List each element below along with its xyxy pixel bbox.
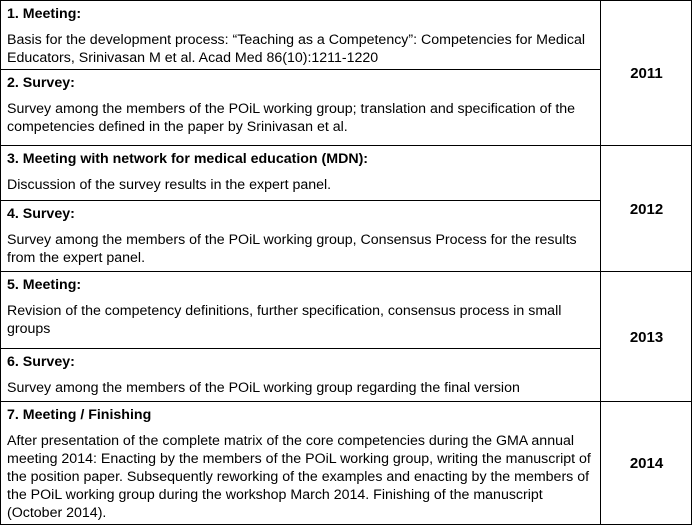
table-row	[1, 70, 692, 146]
step-title: 5. Meeting:	[7, 277, 82, 293]
table-row	[1, 146, 692, 201]
step-cell	[1, 349, 601, 402]
step-description: Revision of the competency definitions, further specification, consensus process in small groups	[7, 303, 562, 337]
step-cell	[1, 201, 601, 272]
table-row	[1, 349, 692, 402]
step-description: Basis for the development process: “Teaching as a Competency”: Competencies for Medical Educators, Srinivasan M et al. Acad Med 86(10):1211-1220	[7, 32, 586, 66]
step-cell	[1, 70, 601, 146]
year-cell: 2014	[601, 402, 692, 525]
step-title: 2. Survey:	[7, 75, 75, 91]
step-description: Survey among the members of the POiL working group; translation and specification of the competencies defined in the paper by Srinivasan et al.	[7, 101, 576, 135]
table-row	[1, 201, 692, 272]
year-cell: 2012	[601, 146, 692, 272]
step-description: Survey among the members of the POiL working group, Consensus Process for the results from the expert panel.	[7, 232, 577, 266]
step-cell	[1, 1, 601, 70]
step-description: Discussion of the survey results in the expert panel.	[7, 177, 332, 193]
step-title: 6. Survey:	[7, 354, 75, 370]
step-title: 4. Survey:	[7, 206, 75, 222]
table-row	[1, 402, 692, 525]
table-row	[1, 272, 692, 349]
step-title: 1. Meeting:	[7, 6, 82, 22]
step-cell	[1, 402, 601, 525]
year-cell: 2011	[601, 1, 692, 146]
step-description: Survey among the members of the POiL working group regarding the final version	[7, 380, 520, 396]
year-cell: 2013	[601, 272, 692, 402]
step-title: 7. Meeting / Finishing	[7, 407, 152, 423]
step-cell	[1, 146, 601, 201]
step-title: 3. Meeting with network for medical education (MDN):	[7, 151, 369, 167]
step-description: After presentation of the complete matrix of the core competencies during the GMA annual meeting 2014: Enacting by the members of the POiL working group, writing the manuscript of the position paper. Subsequently reworking of the examples and enacting by the members of the POiL working group during the workshop March 2014. Finishing of the manuscript (October 2014).	[7, 433, 591, 521]
step-cell	[1, 272, 601, 349]
table-row	[1, 1, 692, 70]
